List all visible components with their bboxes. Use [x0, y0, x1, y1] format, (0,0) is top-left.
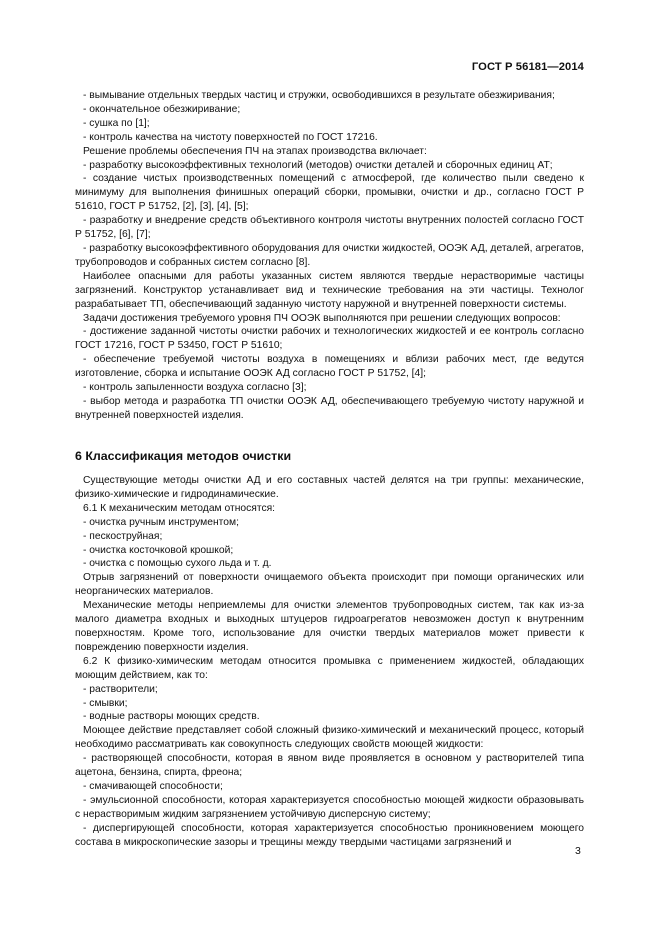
paragraph: - вымывание отдельных твердых частиц и стружки, освободившихся в результате обезжиривания; — [83, 90, 555, 101]
paragraph: - сушка по [1]; — [83, 117, 150, 129]
paragraph: Задачи достижения требуемого уровня ПЧ ООЭК выполняются при решении следующих вопросов: — [83, 312, 561, 324]
paragraph: - окончательное обезжиривание; — [83, 103, 241, 115]
paragraph: Отрыв загрязнений от поверхности очищаемого объекта происходит при помощи органических или неорганических материалов. — [75, 572, 584, 598]
paragraph: Решение проблемы обеспечения ПЧ на этапах производства включает: — [83, 145, 427, 157]
paragraph: 6.1 К механическим методам относятся: — [83, 502, 276, 514]
list-item: - водные растворы моющих средств. — [83, 711, 260, 723]
paragraph: Наиболее опасными для работы указанных систем являются твердые нерастворимые частицы загрязнений. Конструктор устанавливает вид и технические требования на эти частицы. Технолог разрабатывает ТП, обеспечивающий заданную чистоту наружной и внутренней поверхности системы. — [75, 270, 584, 310]
paragraph: - создание чистых производственных помещений с атмосферой, где количество пыли сведено к минимуму для выполнения финишных операций сборки, промывки, очистки и др., согласно ГОСТ Р 51610, ГОСТ Р 51752, [2], [3], [4], [5]; — [75, 173, 584, 213]
list-item: - очистка ручным инструментом; — [83, 516, 239, 528]
paragraph: - обеспечение требуемой чистоты воздуха в помещениях и вблизи рабочих мест, где ведутся изготовление, сборка и испытание ООЭК АД согласно ГОСТ Р 51752, [4]; — [75, 354, 584, 380]
section-6-body — [75, 474, 584, 849]
list-item: - очистка косточковой крошкой; — [83, 544, 234, 556]
paragraph: - выбор метода и разработка ТП очистки ООЭК АД, обеспечивающего требуемую чистоту наружной и внутренней поверхностей изделия. — [75, 395, 584, 421]
section-5-continuation — [75, 89, 584, 423]
list-item: - эмульсионной способности, которая характеризуется способностью моющей жидкости образовывать с нерастворимым жидким загрязнением устойчивую дисперсную систему; — [75, 794, 584, 820]
page-number: 3 — [575, 845, 581, 857]
paragraph: 6.2 К физико-химическим методам относится промывка с применением жидкостей, обладающих моющим действием, как то: — [75, 655, 584, 681]
list-item: - растворяющей способности, которая в явном виде проявляется в основном у растворителей типа ацетона, бензина, спирта, фреона; — [75, 753, 584, 779]
paragraph: - контроль запыленности воздуха согласно [3]; — [83, 382, 307, 394]
paragraph: Существующие методы очистки АД и его составных частей делятся на три группы: механические, физико-химические и гидродинамические. — [75, 475, 584, 500]
list-item: - пескоструйная; — [83, 530, 163, 542]
list-item: - смачивающей способности; — [83, 780, 223, 792]
section-6-heading: 6 Классификация методов очистки — [75, 449, 292, 463]
paragraph: - контроль качества на чистоту поверхностей по ГОСТ 17216. — [83, 131, 378, 143]
list-item: - растворители; — [83, 683, 158, 695]
paragraph: - разработку высокоэффективного оборудования для очистки жидкостей, ООЭК АД, деталей, агрегатов, трубопроводов и собранных систем согласно [8]. — [75, 242, 584, 268]
paragraph: Механические методы неприемлемы для очистки элементов трубопроводных систем, так как из-за малого диаметра входных и выходных штуцеров гидроагрегатов невозможен доступ к внутренним поверхностям. Кроме того, использование для очистки твердых материалов может привести к повреждению поверхности изделия. — [75, 600, 584, 653]
list-item: - смывки; — [83, 697, 128, 709]
document-standard-id: ГОСТ Р 56181—2014 — [471, 61, 584, 73]
paragraph: - достижение заданной чистоты очистки рабочих и технологических жидкостей и ее контроль согласно ГОСТ 17216, ГОСТ Р 53450, ГОСТ Р 51610; — [75, 326, 584, 352]
paragraph: - разработку высокоэффективных технологий (методов) очистки деталей и сборочных единиц АТ; — [83, 159, 553, 171]
paragraph: - разработку и внедрение средств объективного контроля чистоты внутренних полостей согласно ГОСТ Р 51752, [6], [7]; — [75, 215, 584, 241]
paragraph: Моющее действие представляет собой сложный физико-химический и механический процесс, который необходимо рассматривать как совокупность следующих свойств моющей жидкости: — [75, 725, 584, 751]
list-item: - диспергирующей способности, которая характеризуется способностью проникновением моющего состава в микроскопические зазоры и трещины между твердыми частицами загрязнений и — [75, 822, 584, 848]
list-item: - очистка с помощью сухого льда и т. д. — [83, 558, 272, 570]
